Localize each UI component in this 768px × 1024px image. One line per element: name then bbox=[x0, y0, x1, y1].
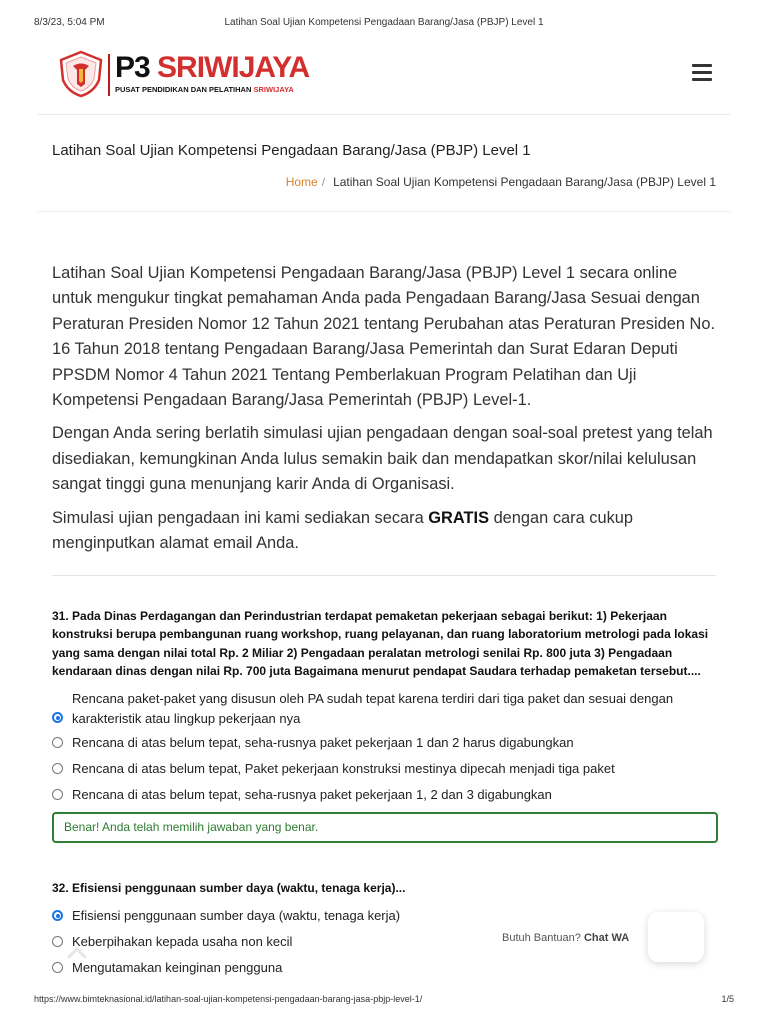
option-label: Rencana di atas belum tepat, seha-rusnya paket pekerjaan 1, 2 dan 3 digabungkan bbox=[72, 787, 552, 802]
print-doc-title: Latihan Soal Ujian Kompetensi Pengadaan Barang/Jasa (PBJP) Level 1 bbox=[224, 17, 544, 28]
logo-p3: P3 bbox=[115, 51, 150, 84]
logo-divider bbox=[108, 54, 110, 96]
print-page-number: 1/5 bbox=[721, 994, 734, 1004]
option-label: Rencana paket-paket yang disusun oleh PA sudah tepat karena terdiri dari tiga paket dan sesuai dengan karakteristik atau lingkup pekerjaan nya bbox=[72, 691, 674, 726]
print-datetime: 8/3/23, 5:04 PM bbox=[34, 17, 105, 28]
answer-option[interactable] bbox=[52, 733, 722, 753]
radio-button[interactable] bbox=[52, 789, 63, 800]
logo-tagline bbox=[115, 85, 294, 94]
logo-tagline-a: PUSAT PENDIDIKAN DAN PELATIHAN bbox=[115, 85, 252, 94]
intro-p3-start: Simulasi ujian pengadaan ini kami sediakan secara bbox=[52, 508, 429, 527]
radio-button-selected[interactable] bbox=[52, 712, 63, 723]
intro-gratis: GRATIS bbox=[428, 508, 490, 527]
breadcrumb-current: Latihan Soal Ujian Kompetensi Pengadaan Barang/Jasa (PBJP) Level 1 bbox=[333, 175, 716, 189]
logo-tagline-b: SRIWIJAYA bbox=[253, 85, 294, 94]
hamburger-bar bbox=[692, 71, 712, 74]
answer-option[interactable] bbox=[52, 689, 722, 729]
radio-button[interactable] bbox=[52, 737, 63, 748]
print-header bbox=[34, 17, 734, 31]
print-url: https://www.bimteknasional.id/latihan-soal-ujian-kompetensi-pengadaan-barang-jasa-pbjp-level-1/ bbox=[34, 994, 423, 1004]
radio-button-selected[interactable] bbox=[52, 910, 63, 921]
logo-wordmark bbox=[115, 52, 309, 84]
hamburger-bar bbox=[692, 64, 712, 67]
chat-label-b: Chat WA bbox=[583, 932, 630, 944]
chat-whatsapp-button[interactable] bbox=[648, 912, 704, 962]
chat-help-label[interactable] bbox=[502, 932, 629, 944]
hamburger-icon[interactable] bbox=[690, 64, 714, 82]
question-text: 32. Efisiensi penggunaan sumber daya (waktu, tenaga kerja)... bbox=[52, 881, 406, 895]
radio-button[interactable] bbox=[52, 936, 63, 947]
option-label: Mengutamakan keinginan pengguna bbox=[72, 960, 283, 975]
option-label: Keberpihakan kepada usaha non kecil bbox=[72, 934, 293, 949]
breadcrumb-home-link[interactable]: Home bbox=[285, 175, 318, 189]
page-title: Latihan Soal Ujian Kompetensi Pengadaan Barang/Jasa (PBJP) Level 1 bbox=[52, 142, 531, 159]
chevron-up-icon[interactable] bbox=[66, 944, 88, 962]
intro-paragraph-1: Latihan Soal Ujian Kompetensi Pengadaan Barang/Jasa (PBJP) Level 1 secara online untuk mengukur tingkat pemahaman Anda pada Pengadaan Barang/Jasa Sesuai dengan Peraturan Presiden Nomor 12 Tahun 2021 tentang Perubahan atas Peraturan Presiden No. 16 Tahun 2018 tentang Pengadaan Barang/Jasa Pemerintah dan Surat Edaran Deputi PPSDM Nomor 4 Tahun 2021 Tentang Pemberlakuan Program Pelatihan dan Uji Kompetensi Pengadaan Barang/Jasa Pemerintah (PBJP) Level-1. bbox=[52, 264, 716, 410]
question-text: 31. Pada Dinas Perdagangan dan Perindustrian terdapat pemaketan pekerjaan sebagai berikut: 1) Pekerjaan konstruksi berupa pembangunan ruang workshop, ruang pelayanan, dan ruang laboratorium metrologi pada lokasi yang sama dengan nilai total Rp. 2 Miliar 2) Pengadaan peralatan metrologi senilai Rp. 800 juta 3) Pengadaan kendaraan dinas dengan nilai Rp. 700 juta Bagaimana menurut pendapat Saudara terhadap pemaketan tersebut.... bbox=[52, 609, 709, 679]
logo-sriwijaya: SRIWIJAYA bbox=[157, 51, 310, 84]
radio-button[interactable] bbox=[52, 962, 63, 973]
answer-option[interactable] bbox=[52, 958, 722, 978]
site-logo[interactable] bbox=[58, 50, 308, 98]
breadcrumb-separator: / bbox=[321, 175, 326, 189]
question-31-options bbox=[52, 689, 722, 805]
hamburger-bar bbox=[692, 78, 712, 81]
intro-text bbox=[52, 261, 720, 564]
divider bbox=[38, 211, 730, 212]
question-32 bbox=[52, 879, 722, 897]
divider bbox=[52, 575, 716, 576]
intro-paragraph-2: Dengan Anda sering berlatih simulasi ujian pengadaan dengan soal-soal pretest yang telah disediakan, kemungkinan Anda lulus semakin baik dan mendapatkan skor/nilai kelulusan sangat tinggi guna menunjang karir Anda di Organisasi. bbox=[52, 424, 713, 494]
site-header bbox=[38, 44, 730, 115]
option-label: Rencana di atas belum tepat, seha-rusnya paket pekerjaan 1 dan 2 harus digabungkan bbox=[72, 735, 574, 750]
answer-option[interactable] bbox=[52, 906, 722, 926]
answer-option[interactable] bbox=[52, 785, 722, 805]
option-label: Rencana di atas belum tepat, Paket pekerjaan konstruksi mestinya dipecah menjadi tiga paket bbox=[72, 761, 615, 776]
chat-label-a: Butuh Bantuan? bbox=[502, 932, 584, 944]
intro-p3-end: dengan cara cukup menginputkan alamat email Anda. bbox=[52, 508, 633, 553]
breadcrumb bbox=[286, 175, 716, 189]
intro-paragraph-3 bbox=[52, 506, 720, 557]
answer-option[interactable] bbox=[52, 759, 722, 779]
radio-button[interactable] bbox=[52, 763, 63, 774]
option-label: Efisiensi penggunaan sumber daya (waktu, tenaga kerja) bbox=[72, 908, 401, 923]
question-31 bbox=[52, 607, 722, 681]
emblem-icon bbox=[58, 50, 104, 98]
answer-feedback: Benar! Anda telah memilih jawaban yang benar. bbox=[52, 812, 718, 843]
